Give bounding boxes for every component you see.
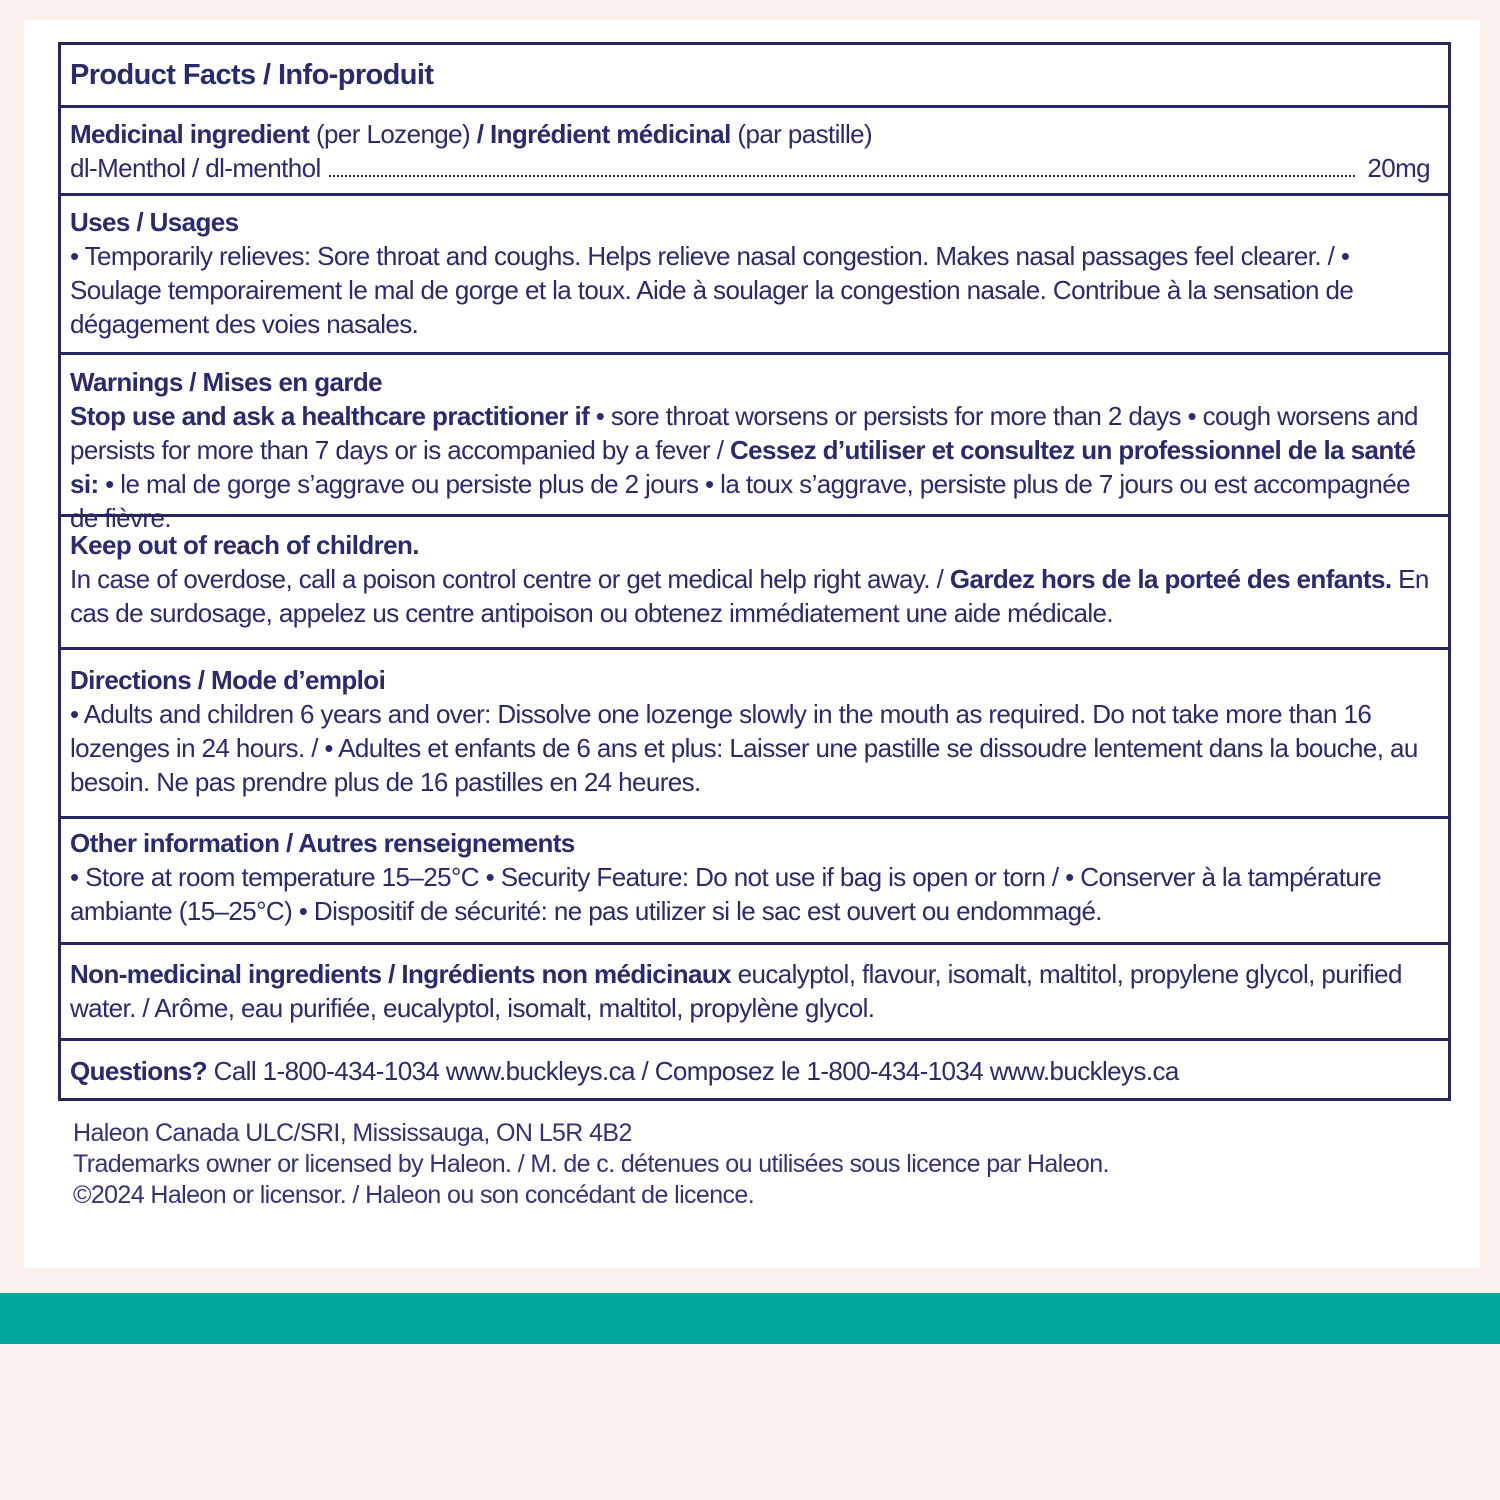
keep-out-text: [70, 562, 1438, 630]
warnings-text-fr: • le mal de gorge s’aggrave ou persiste plus de 2 jours • la toux s’aggrave, persiste plus de 7 jours ou est accompagnée de fièvre.: [70, 469, 1410, 533]
medicinal-qualifier-en: (per Lozenge): [309, 119, 477, 149]
stop-use-en: Stop use and ask a healthcare practitioner if: [70, 401, 590, 431]
product-facts-table: [58, 42, 1451, 1101]
overdose-text-en: In case of overdose, call a poison control centre or get medical help right away. /: [70, 564, 950, 594]
questions-text: [70, 1054, 1438, 1088]
keep-out-section: [61, 514, 1448, 647]
leader-dots: [329, 175, 1356, 177]
medicinal-ingredient-heading: [70, 117, 1438, 151]
other-information-text: • Store at room temperature 15–25°C • Security Feature: Do not use if bag is open or torn / • Conserver à la tampérature ambiante (15–25°C) • Dispositif de sécurité: ne pas utilizer si le sac est ouvert ou endommagé.: [70, 862, 1382, 926]
warnings-text-en: • sore throat worsens or persists for more than 2 days • cough worsens and persists for more than 7 days or is accompanied by a fever /: [70, 401, 1418, 465]
ingredient-row: [70, 151, 1438, 185]
stop-use-fr: Cessez d’utiliser et consultez un professionnel de la santé si:: [70, 435, 1416, 499]
questions-heading: Questions?: [70, 1056, 208, 1086]
medicinal-label-fr: / Ingrédient médicinal: [476, 119, 731, 149]
keep-out-heading-fr: Gardez hors de la porteé des enfants.: [949, 564, 1392, 594]
other-information-section: [61, 816, 1448, 942]
keep-out-heading: Keep out of reach of children.: [70, 530, 419, 560]
warnings-section: [61, 352, 1448, 533]
overdose-text-fr: En cas de surdosage, appelez us centre antipoison ou obtenez immédiatement une aide médicale.: [70, 564, 1429, 628]
product-facts-header: [61, 45, 1448, 105]
questions-contact: Call 1-800-434-1034 www.buckleys.ca / Composez le 1-800-434-1034 www.buckleys.ca: [207, 1056, 1179, 1086]
manufacturer-address: Haleon Canada ULC/SRI, Mississauga, ON L5R 4B2: [73, 1119, 632, 1147]
non-medicinal-section: [61, 942, 1448, 1038]
uses-section: [61, 193, 1448, 352]
directions-section: [61, 647, 1448, 816]
non-medicinal-heading: Non-medicinal ingredients / Ingrédients non médicinaux: [70, 959, 732, 989]
page-title: Product Facts / Info-produit: [70, 59, 434, 91]
uses-text: • Temporarily relieves: Sore throat and coughs. Helps relieve nasal congestion. Makes nasal passages feel clearer. / • Soulage temporairement le mal de gorge et la toux. Aide à soulager la congestion nasale. Contribue à la sensation de dégagement des voies nasales.: [70, 241, 1354, 339]
copyright-notice: ©2024 Haleon or licensor. / Haleon ou son concédant de licence.: [73, 1181, 755, 1209]
medicinal-qualifier-fr: (par pastille): [730, 119, 873, 149]
trademark-notice: Trademarks owner or licensed by Haleon. / M. de c. détenues ou utilisées sous licence par Haleon.: [73, 1150, 1109, 1178]
warnings-heading: Warnings / Mises en garde: [70, 367, 383, 397]
directions-heading: Directions / Mode d’emploi: [70, 665, 386, 695]
ingredient-amount: 20mg: [1367, 153, 1430, 183]
manufacturer-footer: [73, 1118, 1109, 1211]
uses-heading: Uses / Usages: [70, 207, 239, 237]
medicinal-label-en: Medicinal ingredient: [70, 119, 310, 149]
teal-band: [0, 1293, 1500, 1344]
non-medicinal-text: [70, 957, 1438, 1025]
ingredient-name: dl-Menthol / dl-menthol: [70, 153, 321, 183]
non-medicinal-list: eucalyptol, flavour, isomalt, maltitol, propylene glycol, purified water. / Arôme, eau purifiée, eucalyptol, isomalt, maltitol, propylène glycol.: [70, 959, 1402, 1023]
directions-text: • Adults and children 6 years and over: Dissolve one lozenge slowly in the mouth as required. Do not take more than 16 lozenges in 24 hours. / • Adultes et enfants de 6 ans et plus: Laisser une pastille se dissoudre lentement dans la bouche, au besoin. Ne pas prendre plus de 16 pastilles en 24 heures.: [70, 699, 1418, 797]
questions-section: [61, 1038, 1448, 1098]
medicinal-ingredient-section: [61, 105, 1448, 193]
other-information-heading: Other information / Autres renseignements: [70, 828, 575, 858]
